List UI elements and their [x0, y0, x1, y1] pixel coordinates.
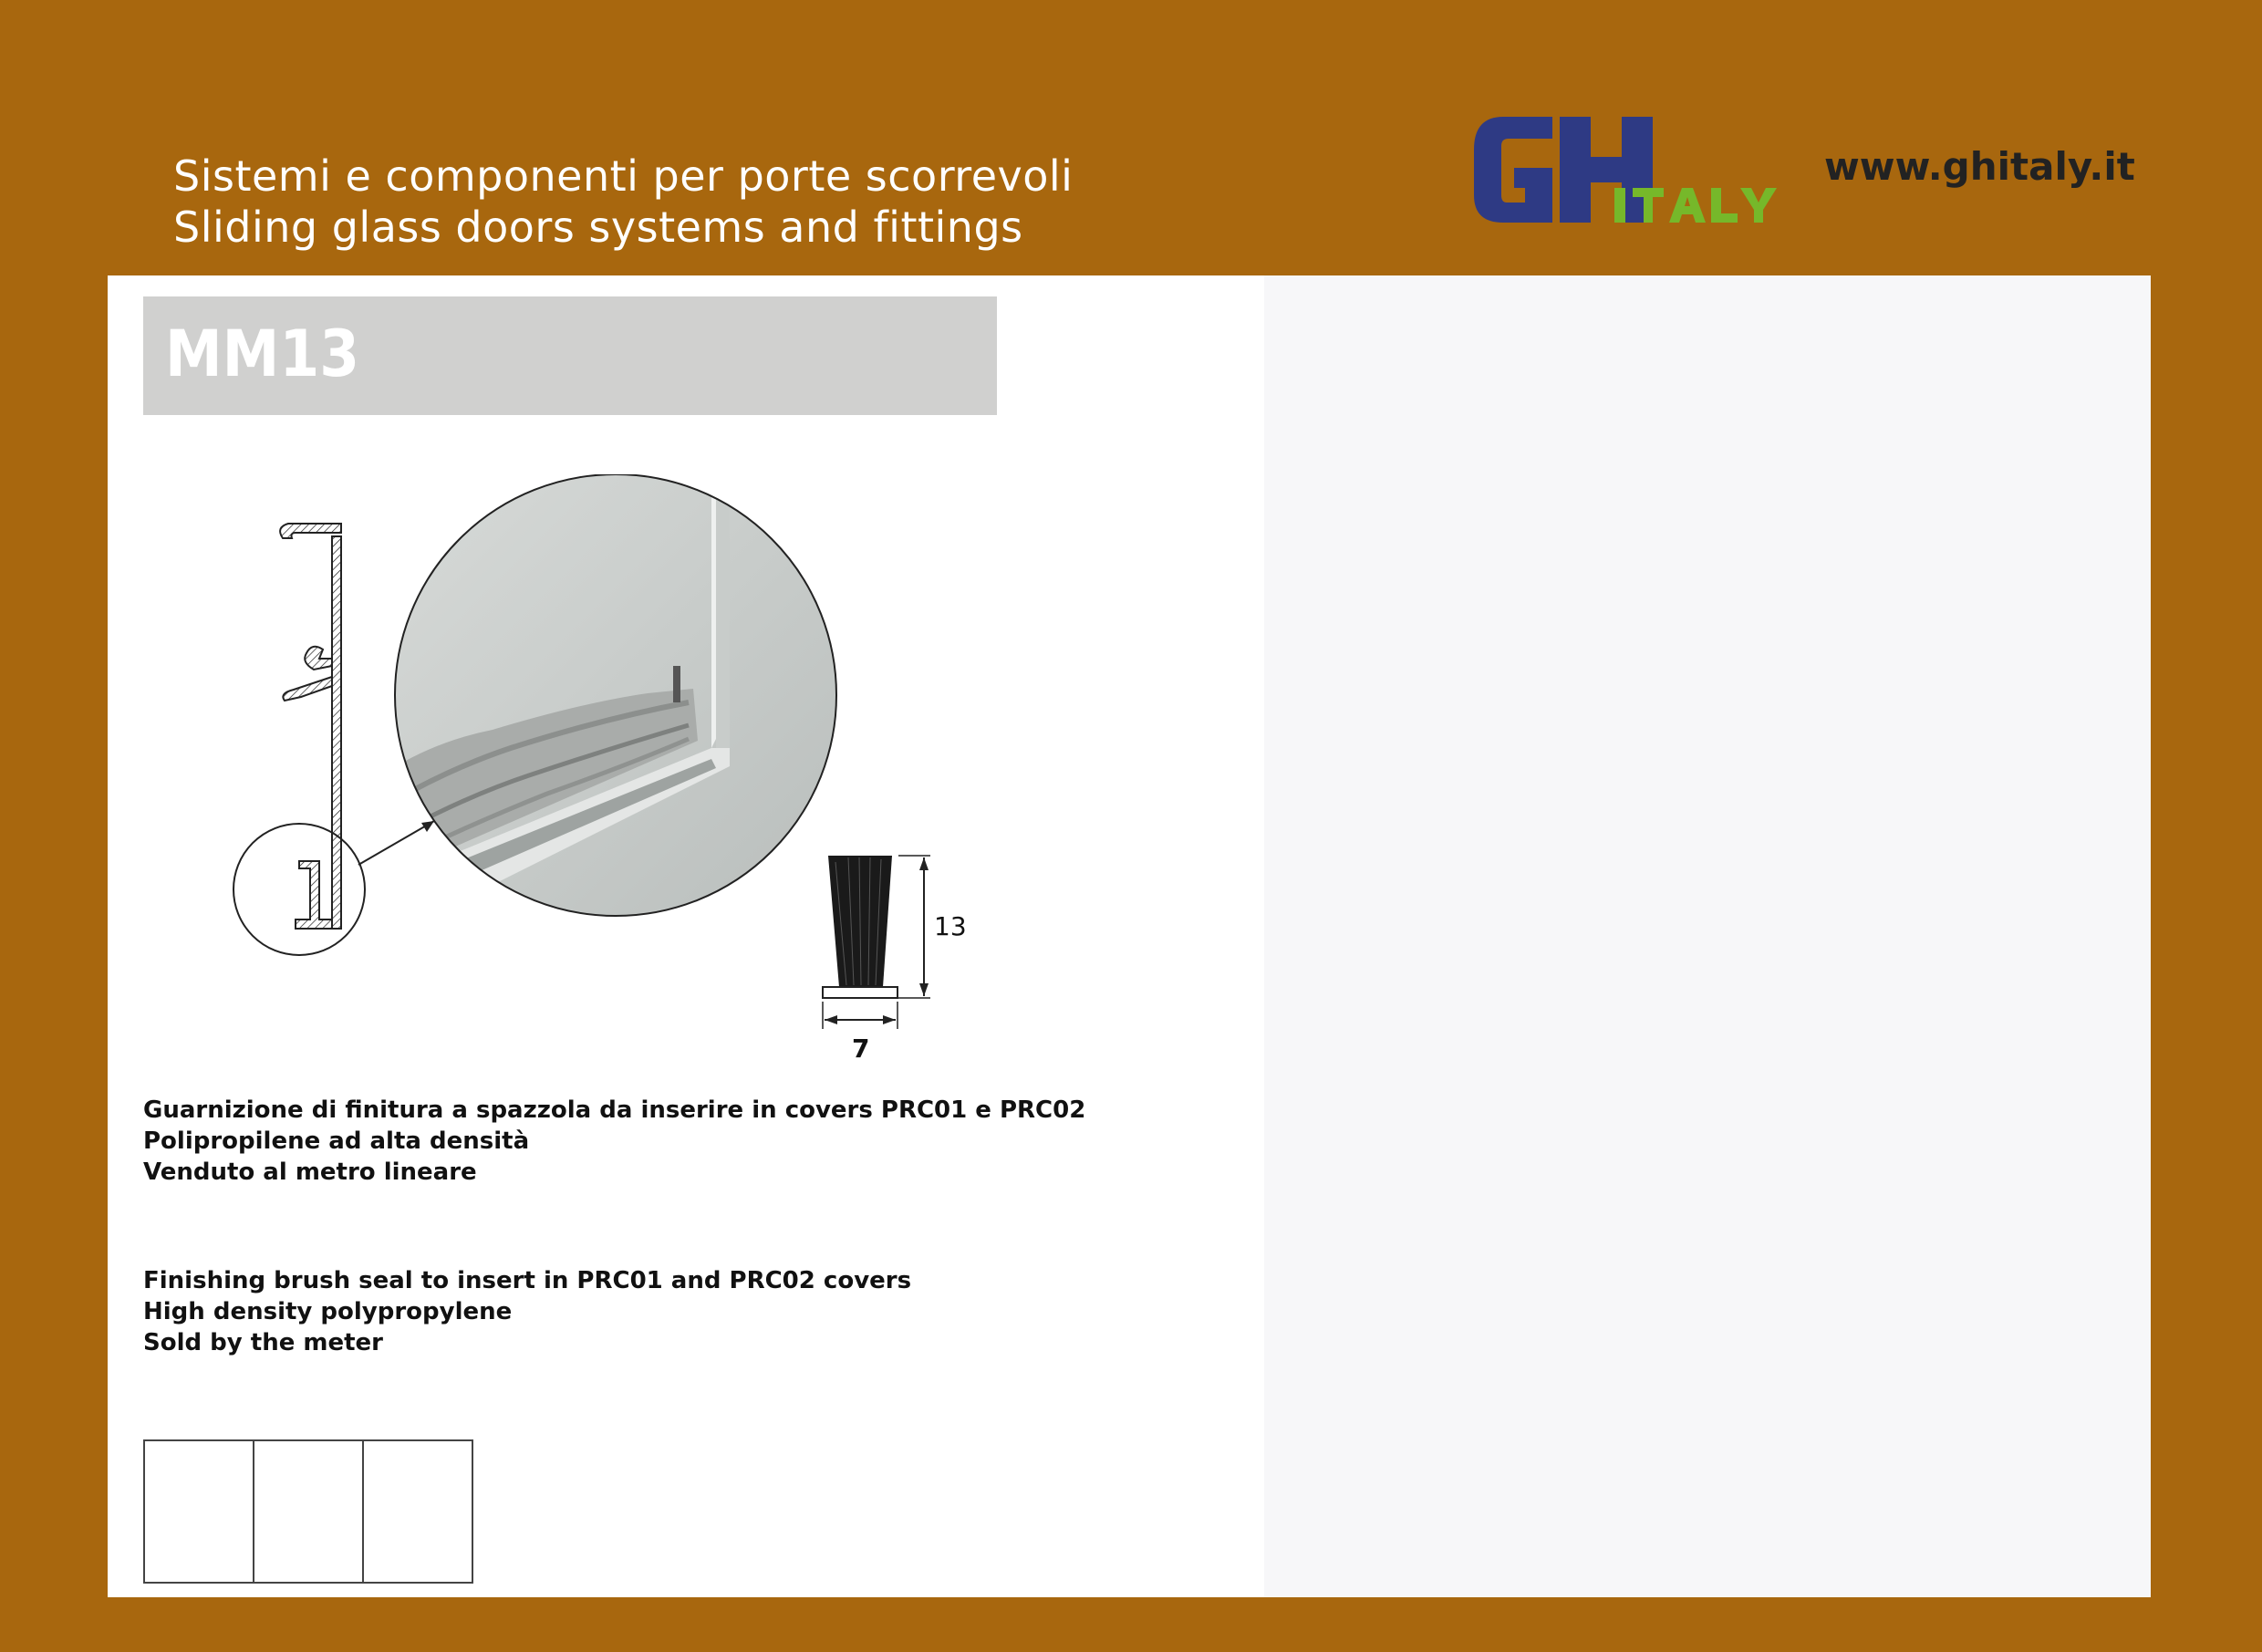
description-line: Sold by the meter [143, 1329, 384, 1356]
description-line: Finishing brush seal to insert in PRC01 and PRC02 covers [143, 1267, 912, 1294]
technical-drawing [219, 474, 1022, 1067]
website-url[interactable]: www.ghitaly.it [1824, 144, 2135, 189]
description-line: Venduto al metro lineare [143, 1158, 477, 1186]
dimension-height-label: 13 [934, 911, 967, 941]
gh-italy-logo [1468, 104, 1806, 228]
brush-dimension-drawing [823, 856, 967, 1064]
tagline-italian: Sistemi e componenti per porte scorrevoli [173, 151, 1074, 201]
dimension-width-label: 7 [852, 1034, 870, 1064]
description-english [143, 1265, 911, 1358]
description-italian [143, 1095, 1085, 1188]
finish-swatch-boxes [143, 1439, 473, 1584]
product-sheet-right-panel [1264, 275, 2151, 1597]
description-line: High density polypropylene [143, 1298, 513, 1325]
description-line: Guarnizione di finitura a spazzola da inserire in covers PRC01 e PRC02 [143, 1096, 1086, 1124]
product-code-banner [143, 296, 997, 415]
finish-swatch-box [362, 1439, 473, 1584]
tagline-english: Sliding glass doors systems and fittings [173, 203, 1023, 252]
finish-swatch-box [143, 1439, 253, 1584]
product-code: MM13 [165, 317, 360, 391]
description-line: Polipropilene ad alta densità [143, 1127, 530, 1155]
finish-swatch-box [253, 1439, 362, 1584]
brush-seal-detail-photo [337, 474, 836, 949]
